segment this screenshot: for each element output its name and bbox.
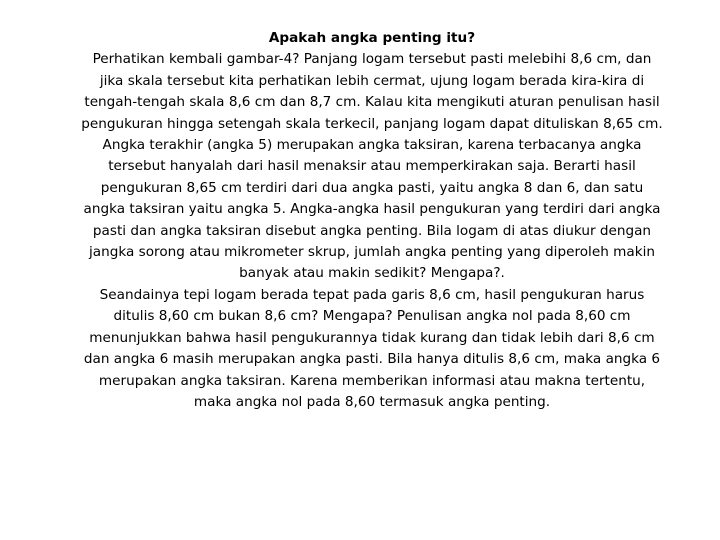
paragraph-measurement: Perhatikan kembali gambar-4? Panjang logam tersebut pasti melebihi 8,6 cm, dan jika skala tersebut kita perhatikan lebih cermat, ujung logam berada kira-kira di tengah-tengah skala 8,6 cm dan 8,7 cm. Kalau kita mengikuti aturan penulisan hasil pengukuran hingga setengah skala terkecil, panjang logam dapat dituliskan 8,65 cm. xyxy=(81,51,663,132)
slide-title: Apakah angka penting itu? xyxy=(268,30,476,46)
paragraph-estimated-digit: Angka terakhir (angka 5) merupakan angka taksiran, karena terbacanya angka tersebut hanyalah dari hasil menaksir atau memperkirakan saja. Berarti hasil pengukuran 8,65 cm terdiri dari dua angka pasti, yaitu angka 8 dan 6, dan satu angka taksiran yaitu angka 5. Angka-angka hasil pengukuran yang terdiri dari angka pasti dan angka taksiran disebut angka penting. Bila logam di atas diukur dengan jangka sorong atau mikrometer skrup, jumlah angka penting yang diperoleh makin banyak atau makin sedikit? Mengapa?. xyxy=(83,137,661,282)
paragraph-zero-significance: Seandainya tepi logam berada tepat pada garis 8,6 cm, hasil pengukuran harus ditulis 8,60 cm bukan 8,6 cm? Mengapa? Penulisan angka nol pada 8,60 cm menunjukkan bahwa hasil pengukurannya tidak kurang dan tidak lebih dari 8,6 cm dan angka 6 masih merupakan angka pasti. Bila hanya ditulis 8,6 cm, maka angka 6 merupakan angka taksiran. Karena memberikan informasi atau makna tertentu, maka angka nol pada 8,60 termasuk angka penting. xyxy=(83,286,661,410)
text-block xyxy=(80,28,664,413)
